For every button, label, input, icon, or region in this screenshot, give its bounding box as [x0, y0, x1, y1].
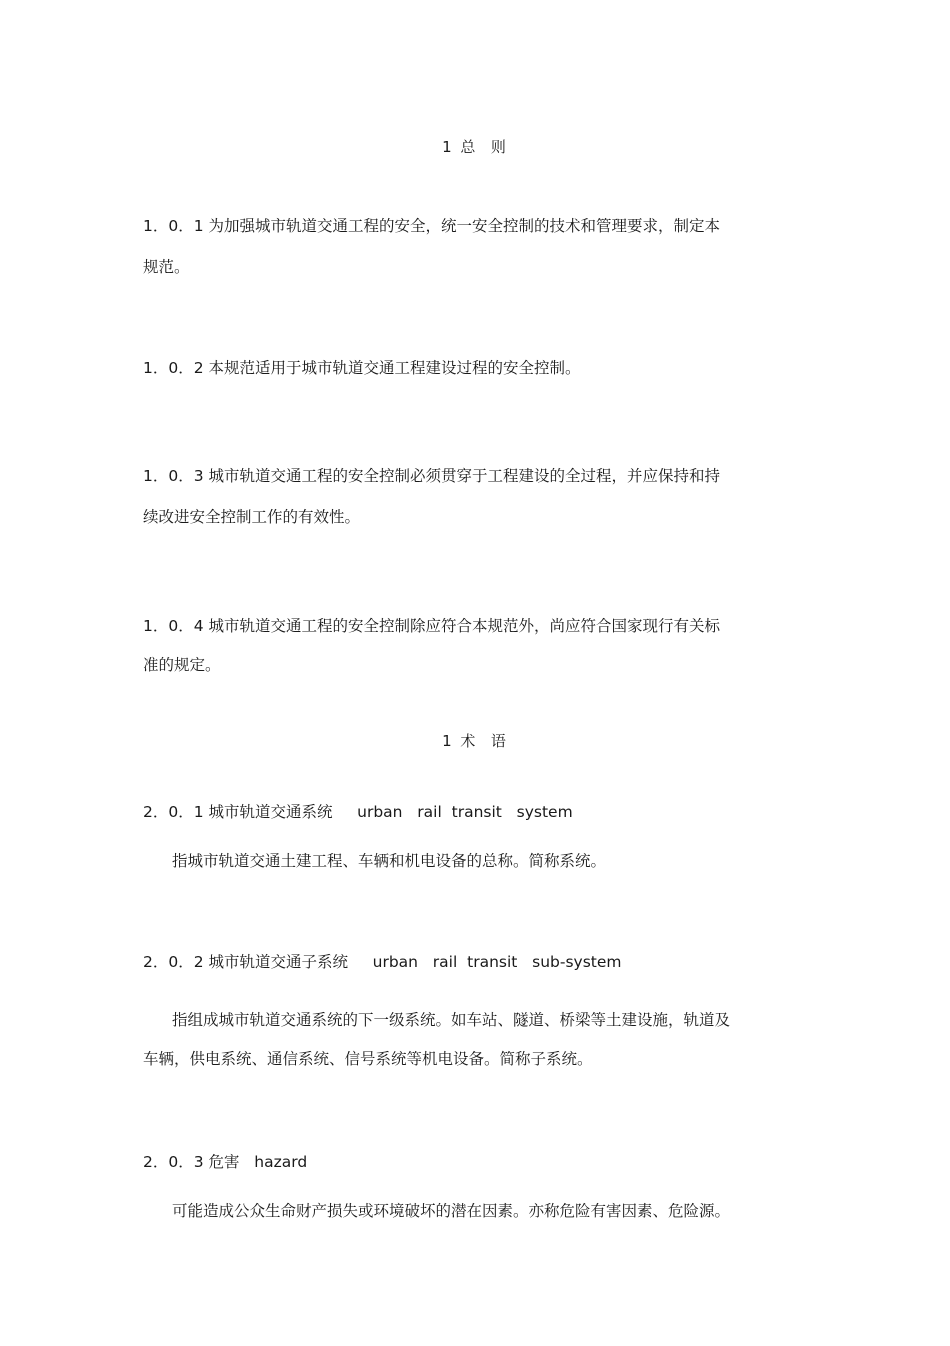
term-2-0-3-title: 2．0．3 危害 hazard	[143, 1153, 308, 1171]
term-2-0-2-definition-line-1: 指组成城市轨道交通系统的下一级系统。如车站、隧道、桥梁等土建设施，轨道及	[172, 1011, 731, 1029]
clause-1-0-4-line-2: 准的规定。	[143, 656, 221, 674]
clause-1-0-1-line-2: 规范。	[143, 258, 190, 276]
term-2-0-2-title: 2．0．2 城市轨道交通子系统 urban rail transit sub-system	[143, 953, 622, 971]
term-2-0-1-definition: 指城市轨道交通土建工程、车辆和机电设备的总称。简称系统。	[172, 852, 607, 870]
term-2-0-3-definition: 可能造成公众生命财产损失或环境破坏的潜在因素。亦称危险有害因素、危险源。	[172, 1202, 731, 1220]
chapter-2-heading: 1 术 语	[442, 732, 508, 750]
clause-1-0-4-line-1: 1．0．4 城市轨道交通工程的安全控制除应符合本规范外，尚应符合国家现行有关标	[143, 617, 721, 635]
clause-1-0-1-line-1: 1．0．1 为加强城市轨道交通工程的安全，统一安全控制的技术和管理要求，制定本	[143, 217, 721, 235]
term-2-0-1-title: 2．0．1 城市轨道交通系统 urban rail transit system	[143, 803, 573, 821]
clause-1-0-3-line-2: 续改进安全控制工作的有效性。	[143, 508, 361, 526]
term-2-0-2-definition-line-2: 车辆，供电系统、通信系统、信号系统等机电设备。简称子系统。	[143, 1050, 593, 1068]
chapter-1-heading: 1 总 则	[442, 138, 508, 156]
clause-1-0-2-line-1: 1．0．2 本规范适用于城市轨道交通工程建设过程的安全控制。	[143, 359, 581, 377]
clause-1-0-3-line-1: 1．0．3 城市轨道交通工程的安全控制必须贯穿于工程建设的全过程，并应保持和持	[143, 467, 721, 485]
